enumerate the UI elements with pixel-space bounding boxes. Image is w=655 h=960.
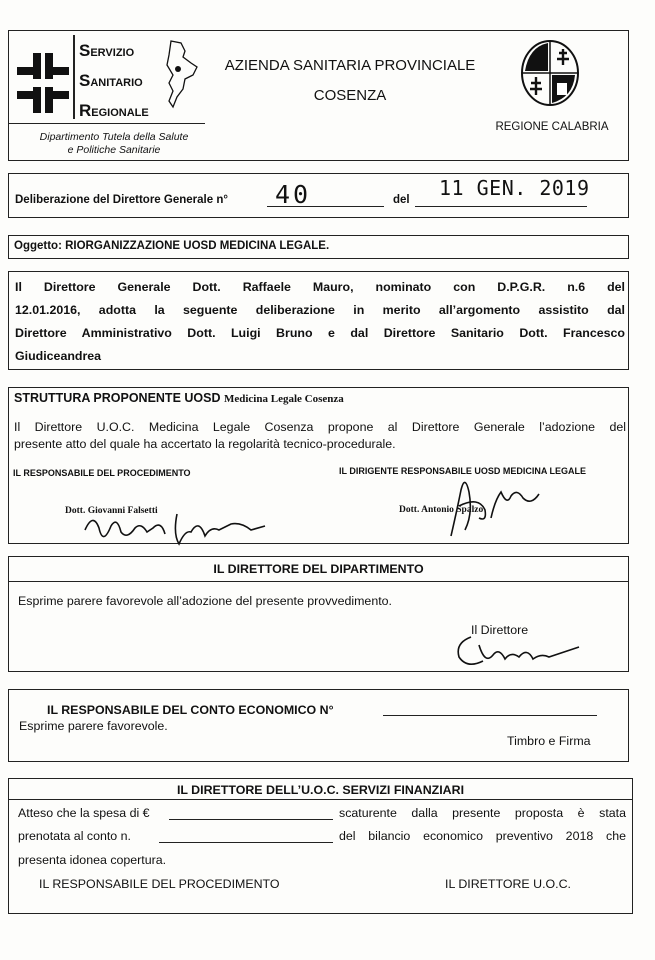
finance-row1-b: scaturente dalla presente proposta è stata <box>339 806 626 820</box>
proposer-left-role: IL RESPONSABILE DEL PROCEDIMENTO <box>13 468 191 478</box>
department-name <box>19 131 209 157</box>
department-director-title-rule <box>9 581 628 582</box>
cost-account-stamp: Timbro e Firma <box>507 734 591 748</box>
intro-line-1: Il Direttore Generale Dott. Raffaele Mauro, nominato con D.P.G.R. n.6 del <box>15 280 625 294</box>
intro-line-3: Direttore Amministrativo Dott. Luigi Bruno e dal Direttore Sanitario Dott. Francesco <box>15 326 625 340</box>
department-line-1: Dipartimento Tutela della Salute <box>39 131 189 143</box>
cost-account-text: Esprime parere favorevole. <box>19 719 168 733</box>
ssr-line-regionale: REGIONALE <box>79 101 149 120</box>
letterhead-box <box>8 30 629 161</box>
cost-account-box <box>8 689 629 762</box>
proposer-title <box>14 391 344 405</box>
date-line <box>415 206 587 207</box>
agency-name <box>205 51 495 111</box>
ssr-divider <box>73 35 75 119</box>
ssr-cross-logo-icon <box>17 53 69 113</box>
region-name: REGIONE CALABRIA <box>495 121 609 133</box>
calabria-map-icon <box>163 39 203 109</box>
proposer-line-2: presente atto del quale ha accertato la regolarità tecnico-procedurale. <box>14 437 396 451</box>
department-director-box <box>8 556 629 672</box>
subject-text: Oggetto: RIORGANIZZAZIONE UOSD MEDICINA LEGALE. <box>14 240 330 252</box>
spalzo-signature <box>421 470 571 540</box>
intro-line-4: Giudiceandrea <box>15 349 102 363</box>
ssr-text <box>79 37 149 127</box>
region-crest-icon <box>519 37 581 107</box>
department-line-2: e Politiche Sanitarie <box>67 144 161 156</box>
proposer-text <box>14 419 626 453</box>
proposer-right-name: Dott. Antonio Spalzo <box>399 505 484 515</box>
finance-row2-b: del bilancio economico preventivo 2018 che <box>339 829 626 843</box>
agency-line-2: COSENZA <box>313 87 387 104</box>
department-director-title: IL DIRETTORE DEL DIPARTIMENTO <box>213 562 424 576</box>
finance-row1-a: Atteso che la spesa di € <box>18 806 150 820</box>
proposer-title-main: STRUTTURA PROPONENTE UOSD <box>14 391 221 405</box>
cost-account-title: IL RESPONSABILE DEL CONTO ECONOMICO N° <box>47 703 334 717</box>
proposer-box <box>8 387 629 544</box>
deliberation-label: Deliberazione del Direttore Generale n° <box>15 194 228 206</box>
ssr-underline <box>9 123 205 124</box>
deliberation-box <box>8 173 629 218</box>
finance-row3: presenta idonea copertura. <box>18 853 167 867</box>
deliberation-date: 11 GEN. 2019 <box>439 176 590 200</box>
finance-left-role: IL RESPONSABILE DEL PROCEDIMENTO <box>39 877 280 891</box>
department-director-text: Esprime parere favorevole all’adozione del presente provvedimento. <box>18 594 392 608</box>
deliberation-number: 40 <box>275 180 312 209</box>
agency-line-1: AZIENDA SANITARIA PROVINCIALE <box>224 57 476 74</box>
date-label: del <box>393 194 410 206</box>
intro-box <box>8 271 629 370</box>
finance-title: IL DIRETTORE DELL’U.O.C. SERVIZI FINANZIARI <box>176 783 465 797</box>
proposer-title-detail: Medicina Legale Cosenza <box>223 393 344 405</box>
amount-line <box>169 819 333 820</box>
finance-right-role: IL DIRETTORE U.O.C. <box>445 877 571 891</box>
proposer-left-name: Dott. Giovanni Falsetti <box>65 506 158 516</box>
intro-line-2: 12.01.2016, adotta la seguente deliberazione in merito all’argomento assistito dal <box>15 303 625 317</box>
finance-title-rule <box>9 799 632 800</box>
proposer-right-role: IL DIRIGENTE RESPONSABILE UOSD MEDICINA LEGALE <box>339 466 587 476</box>
falsetti-signature <box>81 510 281 550</box>
ssr-line-sanitario: SANITARIO <box>79 71 143 90</box>
cost-account-number-line <box>383 715 597 716</box>
department-director-signature-label: Il Direttore <box>471 623 529 637</box>
finance-row2-a: prenotata al conto n. <box>18 829 131 843</box>
account-number-line <box>159 842 333 843</box>
ssr-line-servizio: SERVIZIO <box>79 41 135 60</box>
subject-box <box>8 235 629 259</box>
finance-box <box>8 778 633 914</box>
director-signature <box>449 625 589 675</box>
proposer-line-1: Il Direttore U.O.C. Medicina Legale Cosenza propone al Direttore Generale l’adozione del <box>14 420 626 434</box>
intro-text <box>15 276 625 368</box>
